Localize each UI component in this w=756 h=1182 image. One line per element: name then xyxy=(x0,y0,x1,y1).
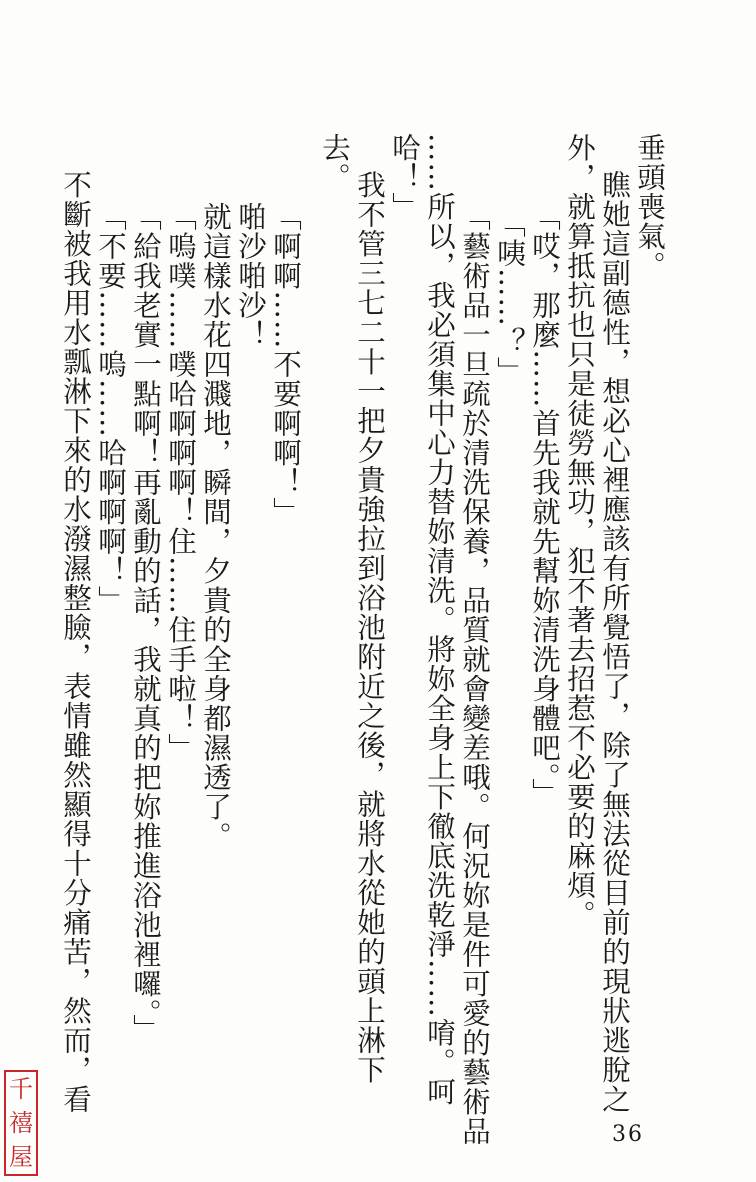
text-column: 「藝術品一旦疏於清洗保養，品質就會變差哦。何況妳是件可愛的藝術品 xyxy=(458,202,491,1146)
seal-char: 千 xyxy=(9,1075,33,1103)
text-column: 就這樣水花四濺地，瞬間，夕貴的全身都濕透了。 xyxy=(199,202,232,851)
text-column: 不斷被我用水瓢淋下來的水潑濕整臉，表情雖然顯得十分痛苦，然而，看 xyxy=(59,170,92,1114)
text-column: 「咦……？」 xyxy=(493,209,526,386)
page-number: 36 xyxy=(612,1122,644,1147)
text-column: 「給我老實一點啊！再亂動的話，我就真的把妳推進浴池裡囉。」 xyxy=(129,202,162,1044)
text-column: 哈！」 xyxy=(388,133,421,222)
text-column: ……所以，我必須集中心力替妳清洗。將妳全身上下徹底洗乾淨……唷。呵 xyxy=(423,133,456,1107)
text-column: 「不要……嗚……哈啊啊啊！」 xyxy=(94,202,127,615)
text-column: 我不管三七二十一把夕貴強拉到浴池附近之後，就將水從她的頭上淋下 xyxy=(353,170,386,1085)
text-column: 外，就算抵抗也只是徒勞無功，犯不著去招惹不必要的麻煩。 xyxy=(563,133,596,930)
red-seal-stamp xyxy=(4,1070,38,1176)
text-column: 啪沙啪沙！ xyxy=(234,202,267,350)
text-column: 「嗚噗……噗哈啊啊啊！住……住手啦！」 xyxy=(164,202,197,763)
text-column: 去。 xyxy=(318,133,351,192)
text-column: 「哎，那麼……首先我就先幫妳清洗身體吧。」 xyxy=(528,202,561,808)
text-column: 「啊啊……不要啊啊！」 xyxy=(269,202,302,527)
text-column: 垂頭喪氣。 xyxy=(633,133,666,281)
seal-char: 屋 xyxy=(9,1143,33,1171)
text-column: 瞧她這副德性，想必心裡應該有所覺悟了，除了無法從目前的現狀逃脫之 xyxy=(598,170,631,1114)
seal-char: 禧 xyxy=(9,1109,33,1137)
